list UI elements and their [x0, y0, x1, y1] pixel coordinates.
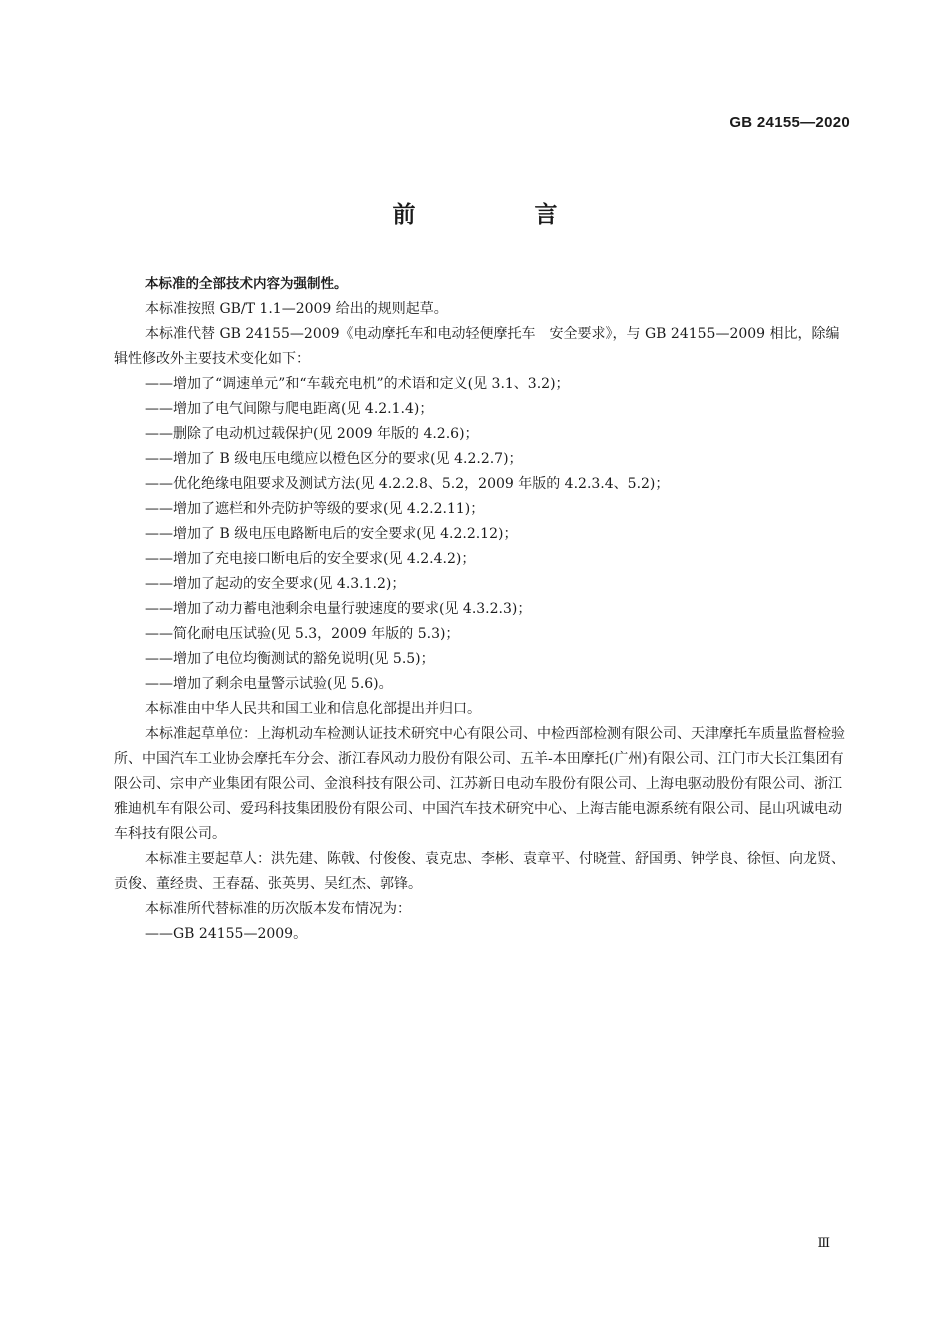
- change-item: ——增加了遮栏和外壳防护等级的要求(见 4.2.2.11)；: [145, 501, 485, 517]
- drafting-rules-paragraph: 本标准按照 GB/T 1.1—2009 给出的规则起草。: [145, 301, 448, 317]
- history-item: ——GB 24155—2009。: [145, 926, 308, 942]
- foreword-body: [114, 272, 850, 947]
- drafters-paragraph: 本标准主要起草人：洪先建、陈戟、付俊俊、袁克忠、李彬、袁章平、付晓萱、舒国勇、钟学良、徐恒、向龙贤、贡俊、董经贵、王春磊、张英男、吴红杰、郭锋。: [114, 851, 845, 892]
- change-item: ——增加了 B 级电压电路断电后的安全要求(见 4.2.2.12)；: [145, 526, 518, 542]
- history-intro-paragraph: 本标准所代替标准的历次版本发布情况为：: [145, 901, 411, 917]
- change-item: ——增加了电气间隙与爬电距离(见 4.2.1.4)；: [145, 401, 434, 417]
- document-code: GB 24155—2020: [729, 114, 850, 131]
- proposer-paragraph: 本标准由中华人民共和国工业和信息化部提出并归口。: [145, 701, 481, 717]
- replacement-paragraph: 本标准代替 GB 24155—2009《电动摩托车和电动轻便摩托车 安全要求》，与 GB 24155—2009 相比，除编辑性修改外主要技术变化如下：: [114, 326, 840, 367]
- change-item: ——增加了动力蓄电池剩余电量行驶速度的要求(见 4.3.2.3)；: [145, 601, 532, 617]
- page-title: 前 言: [392, 202, 606, 228]
- change-item: ——增加了电位均衡测试的豁免说明(见 5.5)；: [145, 651, 435, 667]
- drafting-units-paragraph: 本标准起草单位：上海机动车检测认证技术研究中心有限公司、中检西部检测有限公司、天津摩托车质量监督检验所、中国汽车工业协会摩托车分会、浙江春风动力股份有限公司、五羊-本田摩托(广州)有限公司、江门市大长江集团有限公司、宗申产业集团有限公司、金浪科技有限公司、江苏新日电动车股份有限公司、上海电驱动股份有限公司、浙江雅迪机车有限公司、爱玛科技集团股份有限公司、中国汽车技术研究中心、上海吉能电源系统有限公司、昆山巩诚电动车科技有限公司。: [114, 726, 845, 842]
- mandatory-statement: 本标准的全部技术内容为强制性。: [145, 276, 348, 292]
- page-number: Ⅲ: [817, 1236, 830, 1251]
- change-item: ——增加了“调速单元”和“车载充电机”的术语和定义(见 3.1、3.2)；: [145, 376, 570, 392]
- change-item: ——增加了剩余电量警示试验(见 5.6)。: [145, 676, 393, 692]
- change-item: ——增加了 B 级电压电缆应以橙色区分的要求(见 4.2.2.7)；: [145, 451, 523, 467]
- change-item: ——增加了充电接口断电后的安全要求(见 4.2.4.2)；: [145, 551, 476, 567]
- change-item: ——简化耐电压试验(见 5.3，2009 年版的 5.3)；: [145, 626, 460, 642]
- change-item: ——优化绝缘电阻要求及测试方法(见 4.2.2.8、5.2，2009 年版的 4.2.3.4、5.2)；: [145, 476, 670, 492]
- change-item: ——增加了起动的安全要求(见 4.3.1.2)；: [145, 576, 406, 592]
- change-item: ——删除了电动机过载保护(见 2009 年版的 4.2.6)；: [145, 426, 479, 442]
